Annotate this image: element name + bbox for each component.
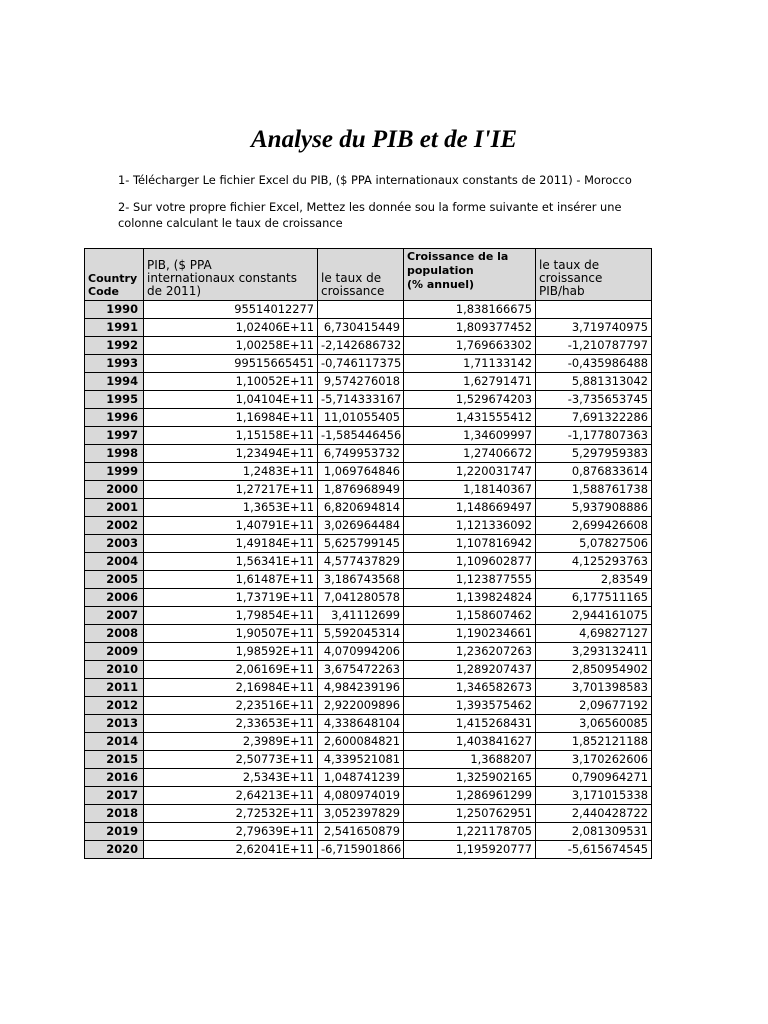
table-row	[85, 643, 652, 661]
table-row	[85, 823, 652, 841]
table-row	[85, 787, 652, 805]
pib-cell: 1,40791E+11	[144, 517, 318, 535]
table-row	[85, 517, 652, 535]
taux-hab-cell: 3,701398583	[536, 679, 652, 697]
population-cell: 1,250762951	[404, 805, 536, 823]
taux-hab-cell: 2,944161075	[536, 607, 652, 625]
header-taux-pib-hab: le taux de croissance PIB/hab	[536, 249, 652, 301]
year-cell: 2017	[85, 787, 144, 805]
taux-cell: -2,142686732	[318, 337, 404, 355]
taux-cell: 6,730415449	[318, 319, 404, 337]
pib-cell: 1,00258E+11	[144, 337, 318, 355]
taux-hab-cell: 5,297959383	[536, 445, 652, 463]
table-row	[85, 355, 652, 373]
population-cell: 1,195920777	[404, 841, 536, 859]
population-cell: 1,286961299	[404, 787, 536, 805]
taux-hab-cell: 6,177511165	[536, 589, 652, 607]
taux-hab-cell: -1,210787797	[536, 337, 652, 355]
pib-cell: 1,98592E+11	[144, 643, 318, 661]
year-cell: 1991	[85, 319, 144, 337]
taux-hab-cell: -3,735653745	[536, 391, 652, 409]
taux-hab-cell: -1,177807363	[536, 427, 652, 445]
taux-hab-cell: 2,83549	[536, 571, 652, 589]
population-cell: 1,838166675	[404, 301, 536, 319]
taux-hab-cell: 3,06560085	[536, 715, 652, 733]
taux-cell: 2,600084821	[318, 733, 404, 751]
population-cell: 1,121336092	[404, 517, 536, 535]
year-cell: 2008	[85, 625, 144, 643]
pib-cell: 1,15158E+11	[144, 427, 318, 445]
table-row	[85, 571, 652, 589]
taux-cell: 3,675472263	[318, 661, 404, 679]
taux-cell: 9,574276018	[318, 373, 404, 391]
taux-cell: 5,625799145	[318, 535, 404, 553]
pib-cell: 2,72532E+11	[144, 805, 318, 823]
population-cell: 1,220031747	[404, 463, 536, 481]
year-cell: 2016	[85, 769, 144, 787]
year-cell: 1993	[85, 355, 144, 373]
taux-hab-cell: 2,699426608	[536, 517, 652, 535]
taux-cell	[318, 301, 404, 319]
pib-cell: 1,90507E+11	[144, 625, 318, 643]
population-cell: 1,809377452	[404, 319, 536, 337]
taux-cell: 4,984239196	[318, 679, 404, 697]
taux-cell: 6,749953732	[318, 445, 404, 463]
year-cell: 2004	[85, 553, 144, 571]
pib-cell: 95514012277	[144, 301, 318, 319]
year-cell: 2015	[85, 751, 144, 769]
taux-hab-cell: 2,081309531	[536, 823, 652, 841]
year-cell: 2014	[85, 733, 144, 751]
table-row	[85, 661, 652, 679]
taux-hab-cell	[536, 301, 652, 319]
taux-cell: 5,592045314	[318, 625, 404, 643]
table-row	[85, 427, 652, 445]
table-row	[85, 535, 652, 553]
year-cell: 2019	[85, 823, 144, 841]
table-row	[85, 715, 652, 733]
pib-cell: 1,56341E+11	[144, 553, 318, 571]
taux-hab-cell: 3,171015338	[536, 787, 652, 805]
taux-hab-cell: 0,790964271	[536, 769, 652, 787]
pib-cell: 2,50773E+11	[144, 751, 318, 769]
pib-cell: 2,62041E+11	[144, 841, 318, 859]
year-cell: 1992	[85, 337, 144, 355]
header-pib: PIB, ($ PPA internationaux constants de 2011)	[144, 249, 318, 301]
year-cell: 1997	[85, 427, 144, 445]
table-row	[85, 751, 652, 769]
table-row	[85, 679, 652, 697]
taux-hab-cell: 2,850954902	[536, 661, 652, 679]
year-cell: 2009	[85, 643, 144, 661]
population-cell: 1,325902165	[404, 769, 536, 787]
year-cell: 2010	[85, 661, 144, 679]
taux-hab-cell: 4,69827127	[536, 625, 652, 643]
population-cell: 1,139824824	[404, 589, 536, 607]
table-row	[85, 391, 652, 409]
taux-cell: 3,41112699	[318, 607, 404, 625]
year-cell: 1996	[85, 409, 144, 427]
pib-cell: 1,10052E+11	[144, 373, 318, 391]
year-cell: 2003	[85, 535, 144, 553]
header-croissance-population: Croissance de la population (% annuel)	[404, 249, 536, 301]
pib-cell: 2,3989E+11	[144, 733, 318, 751]
table-row	[85, 697, 652, 715]
year-cell: 2018	[85, 805, 144, 823]
population-cell: 1,431555412	[404, 409, 536, 427]
population-cell: 1,393575462	[404, 697, 536, 715]
table-row	[85, 445, 652, 463]
taux-hab-cell: 7,691322286	[536, 409, 652, 427]
population-cell: 1,123877555	[404, 571, 536, 589]
taux-cell: -0,746117375	[318, 355, 404, 373]
table-row	[85, 463, 652, 481]
table-row	[85, 805, 652, 823]
table-row	[85, 319, 652, 337]
taux-cell: 1,069764846	[318, 463, 404, 481]
population-cell: 1,3688207	[404, 751, 536, 769]
year-cell: 2011	[85, 679, 144, 697]
population-cell: 1,221178705	[404, 823, 536, 841]
table-row	[85, 499, 652, 517]
table-header-row	[85, 249, 652, 301]
population-cell: 1,289207437	[404, 661, 536, 679]
pib-cell: 2,06169E+11	[144, 661, 318, 679]
year-cell: 2012	[85, 697, 144, 715]
pib-cell: 1,73719E+11	[144, 589, 318, 607]
table-row	[85, 373, 652, 391]
table-row	[85, 301, 652, 319]
taux-hab-cell: 3,170262606	[536, 751, 652, 769]
taux-cell: 6,820694814	[318, 499, 404, 517]
year-cell: 2013	[85, 715, 144, 733]
taux-hab-cell: 2,09677192	[536, 697, 652, 715]
pib-cell: 2,16984E+11	[144, 679, 318, 697]
population-cell: 1,18140367	[404, 481, 536, 499]
taux-hab-cell: 5,937908886	[536, 499, 652, 517]
table-row	[85, 553, 652, 571]
population-cell: 1,34609997	[404, 427, 536, 445]
population-cell: 1,403841627	[404, 733, 536, 751]
table-row	[85, 481, 652, 499]
pib-cell: 1,04104E+11	[144, 391, 318, 409]
taux-hab-cell: -5,615674545	[536, 841, 652, 859]
taux-cell: 11,01055405	[318, 409, 404, 427]
year-cell: 1999	[85, 463, 144, 481]
taux-hab-cell: -0,435986488	[536, 355, 652, 373]
population-cell: 1,415268431	[404, 715, 536, 733]
taux-hab-cell: 5,881313042	[536, 373, 652, 391]
taux-cell: -6,715901866	[318, 841, 404, 859]
table-row	[85, 769, 652, 787]
pib-cell: 1,16984E+11	[144, 409, 318, 427]
year-cell: 1998	[85, 445, 144, 463]
table-row	[85, 607, 652, 625]
taux-cell: 4,577437829	[318, 553, 404, 571]
taux-cell: 7,041280578	[318, 589, 404, 607]
population-cell: 1,190234661	[404, 625, 536, 643]
header-country-code: Country Code	[85, 249, 144, 301]
pib-cell: 1,2483E+11	[144, 463, 318, 481]
year-cell: 2002	[85, 517, 144, 535]
taux-cell: 4,070994206	[318, 643, 404, 661]
population-cell: 1,109602877	[404, 553, 536, 571]
header-taux-croissance: le taux de croissance	[318, 249, 404, 301]
taux-hab-cell: 3,719740975	[536, 319, 652, 337]
pib-cell: 2,23516E+11	[144, 697, 318, 715]
population-cell: 1,27406672	[404, 445, 536, 463]
taux-cell: 4,338648104	[318, 715, 404, 733]
population-cell: 1,769663302	[404, 337, 536, 355]
table-row	[85, 733, 652, 751]
table-row	[85, 337, 652, 355]
taux-cell: 1,048741239	[318, 769, 404, 787]
taux-hab-cell: 2,440428722	[536, 805, 652, 823]
table-row	[85, 589, 652, 607]
year-cell: 1994	[85, 373, 144, 391]
population-cell: 1,236207263	[404, 643, 536, 661]
taux-cell: -5,714333167	[318, 391, 404, 409]
taux-cell: -1,585446456	[318, 427, 404, 445]
year-cell: 2006	[85, 589, 144, 607]
pib-cell: 99515665451	[144, 355, 318, 373]
instruction-1: 1- Télécharger Le fichier Excel du PIB, ($ PPA internationaux constants de 2011) - Morocco	[118, 173, 632, 187]
page-title: Analyse du PIB et de I'IE	[251, 126, 517, 153]
taux-hab-cell: 1,852121188	[536, 733, 652, 751]
population-cell: 1,71133142	[404, 355, 536, 373]
pib-cell: 2,79639E+11	[144, 823, 318, 841]
taux-hab-cell: 5,07827506	[536, 535, 652, 553]
year-cell: 2000	[85, 481, 144, 499]
table-body	[85, 301, 652, 859]
population-cell: 1,62791471	[404, 373, 536, 391]
taux-cell: 2,541650879	[318, 823, 404, 841]
year-cell: 1995	[85, 391, 144, 409]
pib-cell: 1,27217E+11	[144, 481, 318, 499]
gdp-table	[84, 248, 652, 859]
table-row	[85, 841, 652, 859]
pib-cell: 1,23494E+11	[144, 445, 318, 463]
pib-cell: 1,79854E+11	[144, 607, 318, 625]
pib-cell: 1,3653E+11	[144, 499, 318, 517]
pib-cell: 2,5343E+11	[144, 769, 318, 787]
instruction-2: 2- Sur votre propre fichier Excel, Mettez les donnée sou la forme suivante et insérer une colonne calculant le taux de croissance	[118, 200, 622, 230]
pib-cell: 1,61487E+11	[144, 571, 318, 589]
pib-cell: 2,33653E+11	[144, 715, 318, 733]
pib-cell: 1,49184E+11	[144, 535, 318, 553]
taux-cell: 3,052397829	[318, 805, 404, 823]
population-cell: 1,346582673	[404, 679, 536, 697]
population-cell: 1,158607462	[404, 607, 536, 625]
taux-cell: 3,026964484	[318, 517, 404, 535]
taux-hab-cell: 1,588761738	[536, 481, 652, 499]
taux-cell: 3,186743568	[318, 571, 404, 589]
taux-cell: 2,922009896	[318, 697, 404, 715]
table-row	[85, 409, 652, 427]
taux-hab-cell: 3,293132411	[536, 643, 652, 661]
population-cell: 1,107816942	[404, 535, 536, 553]
year-cell: 2001	[85, 499, 144, 517]
population-cell: 1,529674203	[404, 391, 536, 409]
year-cell: 2007	[85, 607, 144, 625]
table-row	[85, 625, 652, 643]
taux-cell: 4,080974019	[318, 787, 404, 805]
year-cell: 2020	[85, 841, 144, 859]
taux-cell: 1,876968949	[318, 481, 404, 499]
year-cell: 1990	[85, 301, 144, 319]
taux-hab-cell: 4,125293763	[536, 553, 652, 571]
pib-cell: 1,02406E+11	[144, 319, 318, 337]
year-cell: 2005	[85, 571, 144, 589]
taux-cell: 4,339521081	[318, 751, 404, 769]
taux-hab-cell: 0,876833614	[536, 463, 652, 481]
population-cell: 1,148669497	[404, 499, 536, 517]
pib-cell: 2,64213E+11	[144, 787, 318, 805]
